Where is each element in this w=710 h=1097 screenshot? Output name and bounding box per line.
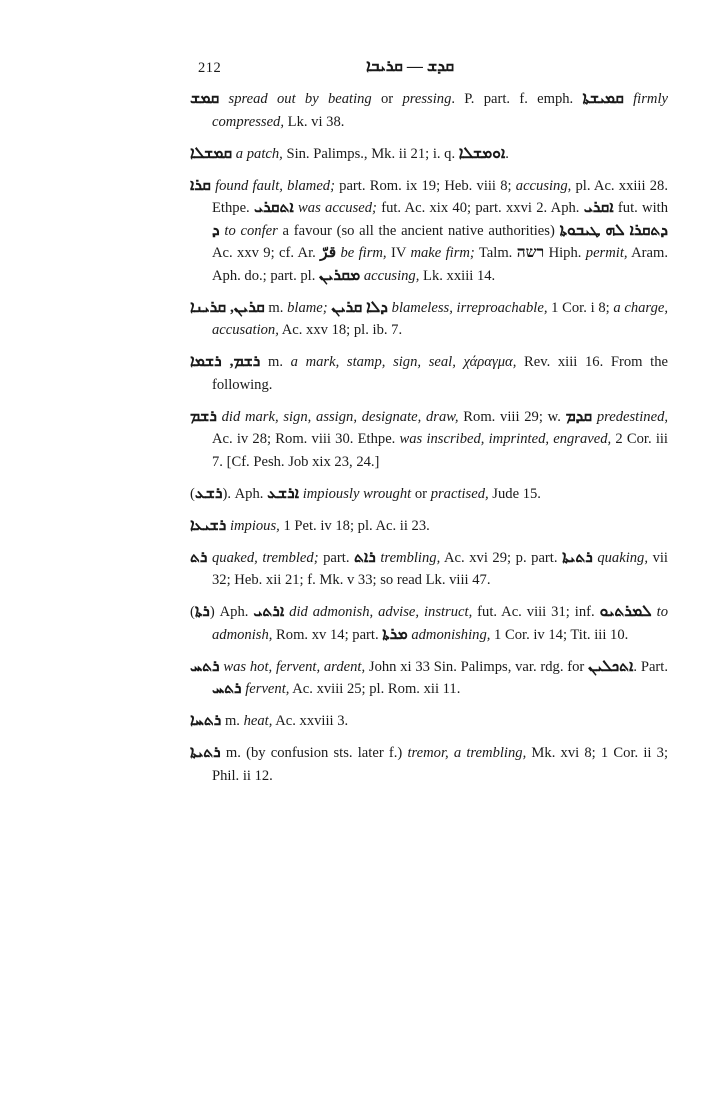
headword-syriac: ܐܘܡܫܠܐ [458,144,506,162]
headword-syriac: ܪܬܝܬܐ [562,548,593,566]
entry-text: Rev. xiii 16. From the following. [212,354,669,393]
entry-text: part. Rom. ix 19; Heb. viii 8; [334,177,516,194]
gloss-italic: heat, [243,713,273,729]
gloss-italic: was hot, fervent, ardent, [219,658,366,675]
gloss-italic: predestined, [592,408,669,425]
gloss-italic: to admonish, [212,604,668,643]
entry-text: ( [190,485,195,502]
headword-syriac: רשה [516,244,545,261]
dictionary-entry [190,601,668,646]
entry-text: Jude 15. [488,485,541,502]
gloss-italic: admonishing, [407,626,491,643]
entry-text: 1 Cor. iv 14; Tit. iii 10. [490,626,629,643]
headword-syriac: ܕܠܐ ܩܪܝܢ [331,298,388,316]
dictionary-entry [190,742,668,787]
headword-syriac: قرّ [320,244,337,261]
headword-syriac: ܐܬܟܠܝܢ [588,657,634,675]
dictionary-entry [190,710,668,733]
entry-text: vii 32; Heb. xii 21; f. Mk. v 33; so read Lk. viii 47. [212,549,668,588]
gloss-italic: pressing [402,91,452,107]
headword-syriac: ܩܡܫܠܐ [190,144,233,162]
headword-syriac: ܪܫܝܥܐ [190,516,227,534]
entry-text: 2 Cor. iii 7. [Cf. Pesh. Job xix 23, 24.] [212,431,668,470]
entry-text: . [505,145,509,162]
entry-text: Ac. xxviii 3. [272,713,349,729]
gloss-italic: tremor, a trembling, [407,745,527,761]
gloss-italic: quaking, [592,549,648,566]
gloss-italic: impiously wrought [299,485,412,502]
gloss-italic: make firm; [410,245,475,261]
entry-text: m. [264,299,288,316]
headword-syriac: ܩܡܫ [190,90,220,107]
gloss-italic: to confer [219,222,278,239]
headword-syriac: ܪܫܡ [190,407,217,425]
gloss-italic: practised, [430,485,489,502]
dictionary-entry [190,483,668,506]
entry-text: Ac. iv 28; Rom. viii 30. Ethpe. [212,431,400,447]
headword-syriac: ܩܡܝܫܬܐ [582,90,624,107]
entry-text: m. (by confusion sts. later f.) [220,745,408,761]
headword-syriac: ܪܫܡ, ܪܫܡܐ [190,353,261,370]
entry-text: or [411,485,431,502]
headword-syriac: ܡܪܬܐ [382,625,408,643]
headword-syriac: ܪܫܥ [194,484,223,502]
page-number: 212 [198,60,222,76]
entry-text: John xi 33 Sin. Palimps, var. rdg. for [365,658,589,675]
entry-text: fut. with [613,200,669,216]
gloss-italic: spread out by beating [219,91,372,107]
entry-text: Aram. Aph. do.; part. pl. [212,245,668,284]
gloss-italic: impious, [226,517,280,534]
page-header [190,58,670,82]
entry-text: ) Aph. [209,604,254,620]
gloss-italic: accusing, [515,177,572,194]
gloss-italic: be firm, [336,245,387,261]
gloss-italic: a charge, accusation, [212,299,668,338]
entry-text: Rom. xv 14; part. [272,626,383,643]
gloss-italic: quaked, trembled; [207,549,319,566]
headword-syriac: ܩܪܝܢ, ܩܪܝܢܐ [190,298,265,316]
entry-text: IV [386,245,411,261]
gloss-italic: did admonish, advise, instruct, [284,604,473,620]
headword-syriac: ܩܪܐ [190,176,211,194]
dictionary-entry [190,515,668,538]
gloss-italic: trembling, [375,549,441,566]
gloss-italic: found fault, blamed; [210,177,335,194]
entry-text: Ac. xxv 9; cf. Ar. [212,245,321,261]
entry-text: m. [260,354,291,370]
gloss-italic: accusing, [360,267,420,284]
entry-text: Sin. Palimps., Mk. ii 21; i. q. [282,145,459,162]
gloss-italic: fervent, [241,681,290,697]
dictionary-entry [190,351,668,396]
headword-syriac: ܐܬܩܪܝ [253,199,294,216]
gloss-italic: permit, [585,245,628,261]
gloss-italic: a patch, [232,145,283,162]
entry-text: . Part. [633,658,668,675]
entry-text: Hiph. [544,245,586,261]
entry-text: . P. part. f. emph. [451,91,583,107]
entry-text: fut. Ac. xix 40; part. xxvi 2. Aph. [376,200,584,216]
entry-text: 1 Pet. iv 18; pl. Ac. ii 23. [279,517,430,534]
entry-text: 1 Cor. i 8; [547,299,614,316]
dictionary-entry [190,88,668,133]
headword-syriac: ܪܬܚܐ [190,712,222,729]
entry-text: Ac. xviii 25; pl. Rom. xii 11. [289,681,461,697]
entry-text: Ac. xvi 29; p. part. [440,549,563,566]
headword-syriac: ܪܬܚ [212,680,242,697]
gloss-italic: χάραγμα, [463,354,517,370]
headword-syriac: ܐܩܪܝ [583,199,614,216]
entry-text: pl. Ac. xxiii 28. Ethpe. [212,177,668,216]
dictionary-entry [190,547,668,592]
entry-text: ( [190,604,195,620]
entry-text: part. [318,549,355,566]
headword-syriac: ܪܬ [190,548,208,566]
headword-syriac: ܪܬܝܬܐ [190,744,221,761]
entry-text: Talm. [474,245,517,261]
headword-syriac: ܕ [212,221,220,239]
headword-syriac: ܡܩܪܝܢ [319,266,361,284]
headword-syriac: ܪܬܐ [194,603,210,620]
gloss-italic: blame; [287,299,328,316]
entry-text: ). Aph. [222,485,268,502]
headword-syriac: ܠܡܪܬܝܘ [599,603,652,620]
gloss-italic: did mark, sign, assign, designate, draw, [216,408,459,425]
entry-text: or [371,91,403,107]
entry-text [456,354,464,370]
entry-text: a favour (so all the ancient native authorities) [277,222,560,239]
entry-text: Lk. vi 38. [284,113,345,130]
gloss-italic: firmly compressed, [212,91,668,130]
gloss-italic: was inscribed, imprinted, engraved, [399,431,612,447]
headword-syriac: ܪܬܚ [190,657,220,675]
headword-syriac: ܪܐܬ [354,548,376,566]
headword-syriac: ܐܪܬܝ [253,603,285,620]
entry-text: Lk. xxiii 14. [419,267,496,284]
dictionary-entry [190,297,668,342]
dictionary-entries [190,88,668,797]
dictionary-entry [190,406,668,474]
dictionary-entry [190,656,668,701]
gloss-italic: was accused; [293,200,377,216]
headword-syriac: ܐܪܫܥ [267,484,300,502]
dictionary-entry [190,175,668,288]
entry-text: Ac. xxv 18; pl. ib. 7. [278,322,403,338]
running-head: ܩܕܫ — ܩܪܝܒܐ [366,58,455,75]
entry-text: m. [221,713,244,729]
dictionary-entry [190,143,668,166]
headword-syriac: ܩܕܡ [565,407,593,425]
gloss-italic: a mark, stamp, sign, seal, [290,354,456,370]
entry-text: Rom. viii 29; w. [458,408,566,425]
gloss-italic: blameless, irreproachable, [387,299,548,316]
entry-text: fut. Ac. viii 31; inf. [472,604,600,620]
entry-text: Mk. xvi 8; 1 Cor. ii 3; Phil. ii 12. [212,745,669,784]
headword-syriac: ܕܬܩܪܐ ܠܗ ܛܝܒܘܬܐ [559,221,668,239]
